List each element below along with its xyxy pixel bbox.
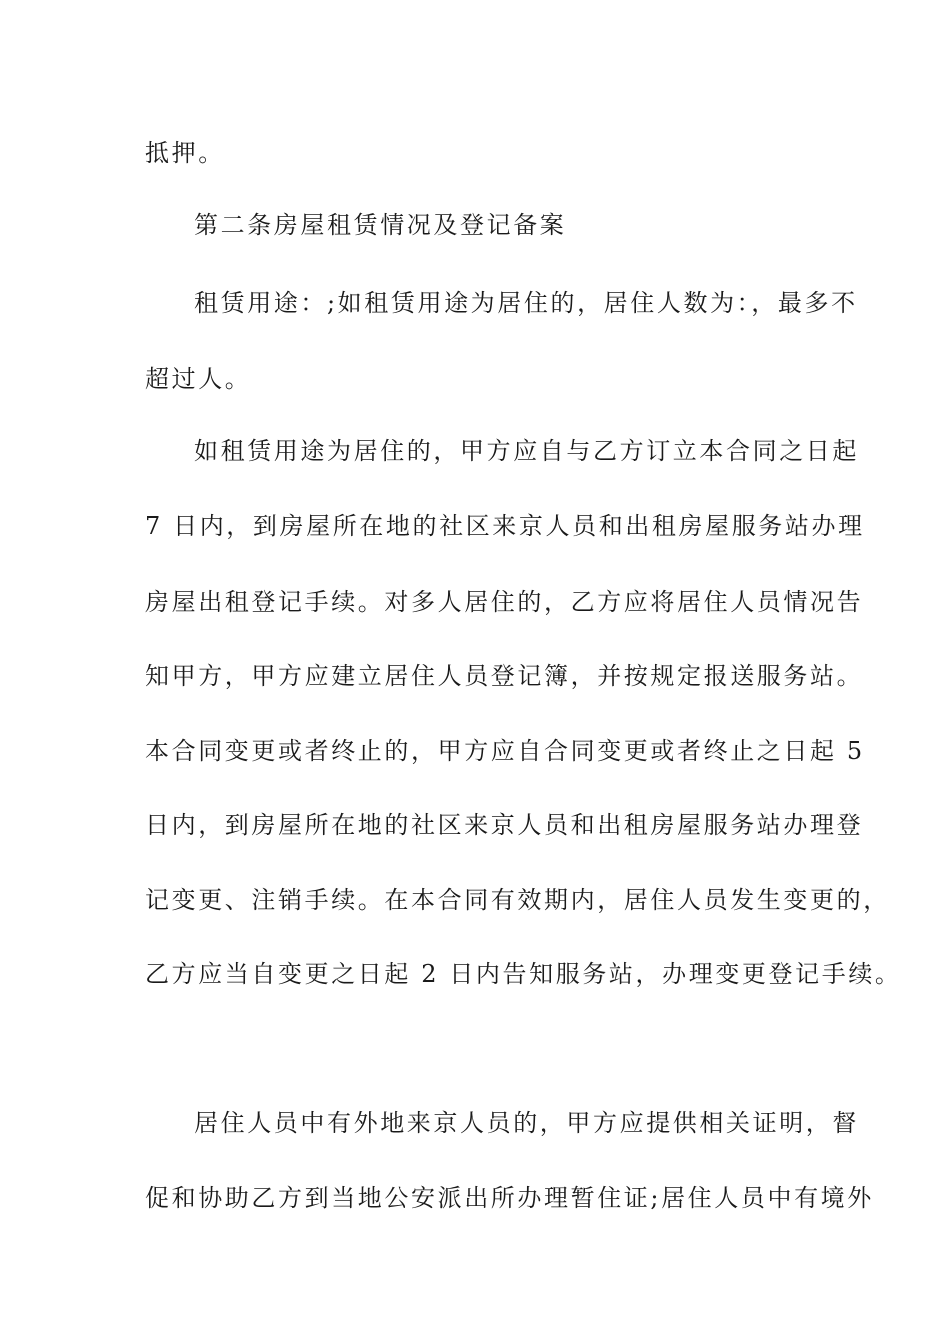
- text-line: 促和协助乙方到当地公安派出所办理暂住证;居住人员中有境外: [145, 1184, 874, 1212]
- text-line: 房屋出租登记手续。对多人居住的，乙方应将居住人员情况告: [145, 588, 864, 616]
- text-line: 超过人。: [145, 365, 252, 393]
- text-line: 知甲方，甲方应建立居住人员登记簿，并按规定报送服务站。: [145, 662, 864, 690]
- text-line: 如租赁用途为居住的，甲方应自与乙方订立本合同之日起: [194, 437, 859, 465]
- section-heading: 第二条房屋租赁情况及登记备案: [194, 211, 567, 239]
- text-line: 抵押。: [145, 139, 225, 167]
- text-line: 租赁用途：;如租赁用途为居住的，居住人数为：，最多不: [194, 289, 858, 317]
- text-line: 乙方应当自变更之日起 2 日内告知服务站，办理变更登记手续。: [145, 960, 902, 988]
- text-line: 本合同变更或者终止的，甲方应自合同变更或者终止之日起 5: [145, 737, 865, 765]
- text-line: 日内，到房屋所在地的社区来京人员和出租房屋服务站办理登: [145, 811, 864, 839]
- text-line: 记变更、注销手续。在本合同有效期内，居住人员发生变更的，: [145, 886, 890, 914]
- text-line: 居住人员中有外地来京人员的，甲方应提供相关证明，督: [194, 1109, 859, 1137]
- text-line: 7 日内，到房屋所在地的社区来京人员和出租房屋服务站办理: [145, 512, 865, 540]
